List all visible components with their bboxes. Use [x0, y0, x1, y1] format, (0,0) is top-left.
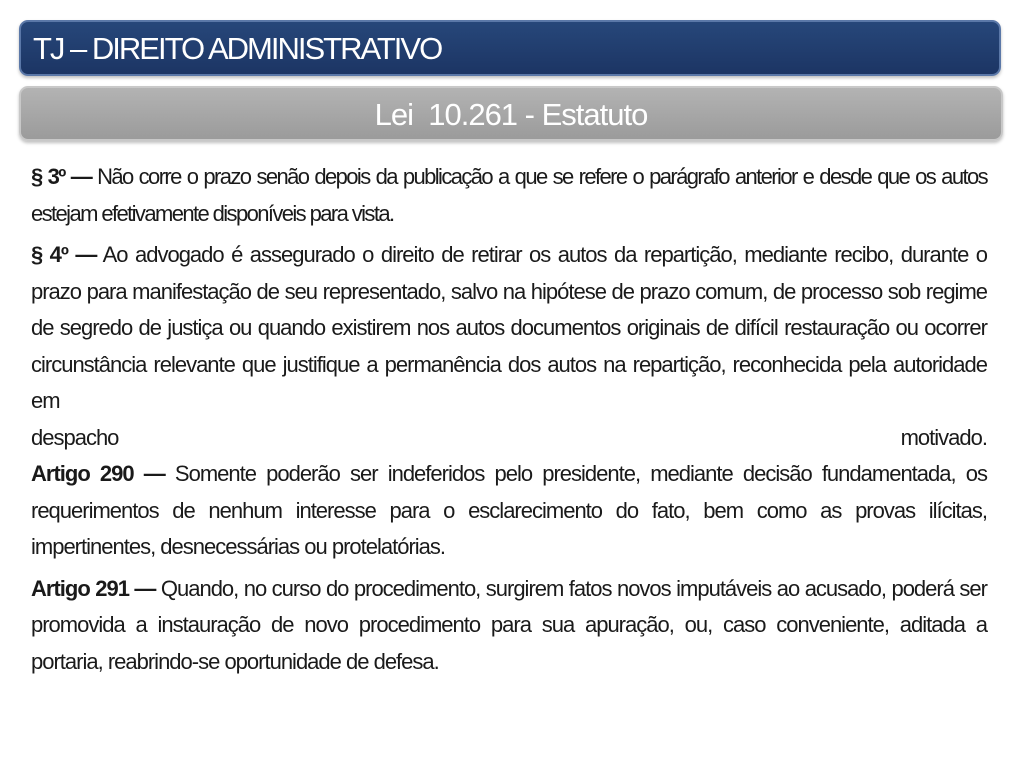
- paragraph-4-last-right: motivado.: [900, 424, 987, 450]
- article-291-text: Quando, no curso do procedimento, surgirem fatos novos imputáveis ao acusado, poderá ser promovida a instauração de novo procedimento para sua apuração, ou, caso conveniente, aditada a portaria, reabrindo-se oportunidade de defesa.: [31, 575, 987, 674]
- article-290-text: Somente poderão ser indeferidos pelo presidente, mediante decisão fundamentada, os requerimentos de nenhum interesse para o esclarecimento do fato, bem como as provas ilícitas, impertinentes, desnecessárias ou protelatórias.: [31, 461, 987, 559]
- article-291-lead: Artigo 291 —: [31, 575, 156, 601]
- paragraph-3-text: Não corre o prazo senão depois da publicação a que se refere o parágrafo anterior e desde que os autos estejam efetivamente disponíveis para vista.: [31, 164, 987, 226]
- paragraph-4-lead: § 4º —: [31, 242, 97, 267]
- article-290-lead: Artigo 290 —: [31, 461, 165, 486]
- slide-title-bar: [19, 20, 1001, 76]
- slide-body: [31, 159, 987, 680]
- article-291: [31, 571, 987, 681]
- article-290: [31, 456, 987, 566]
- paragraph-4-last-line: [31, 420, 987, 457]
- paragraph-4-last-left: despacho: [31, 424, 119, 450]
- slide-subtitle: Lei 10.261 - Estatuto: [374, 97, 648, 132]
- paragraph-3: [31, 159, 987, 232]
- paragraph-3-lead: § 3º —: [31, 164, 92, 189]
- paragraph-4: [31, 237, 987, 420]
- paragraph-4-text: Ao advogado é assegurado o direito de retirar os autos da repartição, mediante recibo, durante o prazo para manifestação de seu representado, salvo na hipótese de prazo comum, de processo sob regime de segredo de justiça ou quando existirem nos autos documentos originais de difícil restauração ou ocorrer circunstância relevante que justifique a permanência dos autos na repartição, reconhecida pela autoridade em: [31, 242, 988, 413]
- slide-subtitle-bar: [19, 86, 1003, 141]
- slide-title: TJ – DIREITO ADMINISTRATIVO: [33, 31, 442, 66]
